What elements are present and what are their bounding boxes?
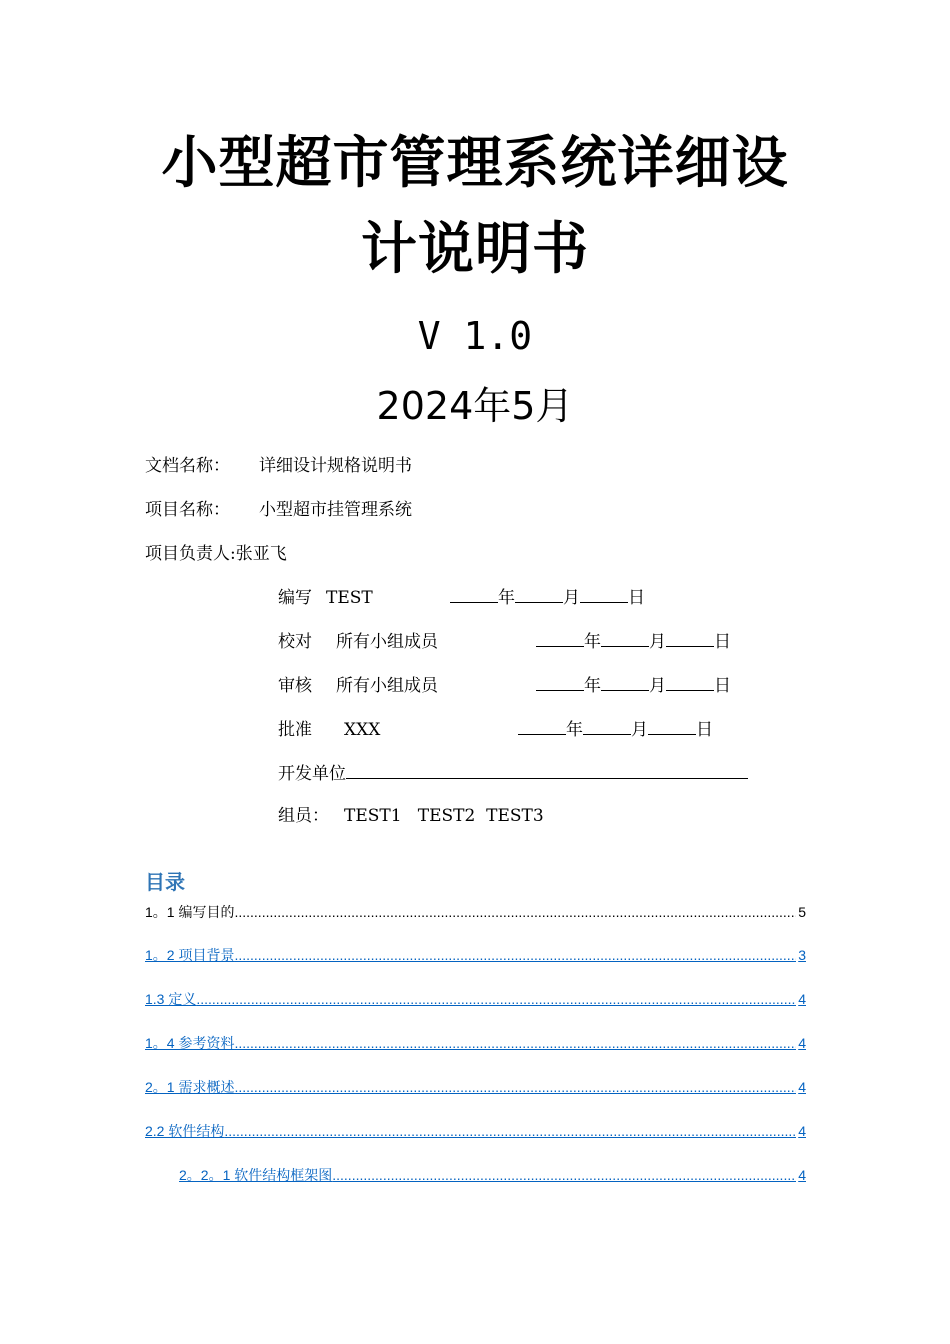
toc-item-text: 2。1 需求概述: [145, 1079, 235, 1095]
check-year-blank[interactable]: [536, 629, 584, 647]
toc-item-page: 4: [798, 1035, 806, 1051]
dev-unit-label: 开发单位: [278, 764, 346, 784]
toc-leader: [332, 1166, 796, 1184]
project-name-value: 小型超市挂管理系统: [259, 500, 412, 520]
toc-item[interactable]: [179, 1162, 806, 1184]
check-name: 所有小组成员: [336, 632, 438, 652]
approve-day-blank[interactable]: [648, 717, 696, 735]
write-month-label: 月: [563, 588, 580, 608]
toc-item-text: 1.3 定义: [145, 991, 197, 1007]
approve-year-label: 年: [566, 720, 583, 740]
approve-day-label: 日: [696, 720, 713, 740]
write-month-blank[interactable]: [515, 585, 563, 603]
review-month-label: 月: [649, 676, 666, 696]
signoff-review-row: [278, 673, 731, 698]
dev-unit-blank[interactable]: [346, 761, 748, 779]
write-year-blank[interactable]: [450, 585, 498, 603]
project-owner: 项目负责人:张亚飞: [145, 544, 287, 564]
document-date: 2024年5月: [376, 384, 574, 428]
approve-name: XXX: [344, 720, 381, 740]
doc-name-value: 详细设计规格说明书: [259, 456, 412, 476]
members-label: 组员：: [278, 806, 329, 826]
review-name: 所有小组成员: [336, 676, 438, 696]
toc-item[interactable]: [145, 942, 806, 964]
signoff-approve-row: [278, 717, 713, 742]
signoff-check-row: [278, 629, 731, 654]
write-year-label: 年: [498, 588, 515, 608]
toc-item-page: 3: [798, 947, 806, 963]
toc-item[interactable]: [145, 1074, 806, 1096]
check-month-label: 月: [649, 632, 666, 652]
toc-item-text: 1。1 编写目的: [145, 904, 235, 920]
dev-unit-row: [278, 761, 748, 786]
project-name-label: 项目名称：: [145, 500, 230, 520]
review-day-label: 日: [714, 676, 731, 696]
members-row: [278, 804, 544, 828]
review-year-label: 年: [584, 676, 601, 696]
doc-name-row: [145, 454, 412, 478]
toc-leader: [196, 990, 796, 1008]
toc-item-page: 4: [798, 1167, 806, 1183]
check-day-label: 日: [714, 632, 731, 652]
check-year-label: 年: [584, 632, 601, 652]
toc-item-page: 5: [798, 904, 806, 920]
toc-item[interactable]: [145, 1030, 806, 1052]
write-day-label: 日: [628, 588, 645, 608]
project-name-row: [145, 498, 412, 522]
toc-item-text: 1。4 参考资料: [145, 1035, 235, 1051]
toc-leader: [234, 1034, 796, 1052]
review-year-blank[interactable]: [536, 673, 584, 691]
toc-item[interactable]: [145, 1118, 806, 1140]
toc-item-text: 2.2 软件结构: [145, 1123, 225, 1139]
toc-item[interactable]: [145, 899, 806, 921]
approve-label: 批准: [278, 720, 312, 740]
toc-leader: [234, 903, 796, 921]
document-version: V 1.0: [417, 314, 533, 358]
toc-item-page: 4: [798, 1123, 806, 1139]
signoff-write-row: [278, 585, 645, 610]
review-day-blank[interactable]: [666, 673, 714, 691]
approve-month-label: 月: [631, 720, 648, 740]
toc-leader: [234, 946, 796, 964]
write-day-blank[interactable]: [580, 585, 628, 603]
toc-item-text: 1。2 项目背景: [145, 947, 235, 963]
review-month-blank[interactable]: [601, 673, 649, 691]
check-month-blank[interactable]: [601, 629, 649, 647]
document-title-line1: 小型超市管理系统详细设: [161, 131, 789, 196]
toc-leader: [234, 1078, 796, 1096]
toc-item-page: 4: [798, 1079, 806, 1095]
write-name: TEST: [326, 588, 373, 608]
check-day-blank[interactable]: [666, 629, 714, 647]
write-label: 编写: [278, 588, 312, 608]
document-title-line2: 计说明书: [361, 217, 589, 282]
toc-item-text: 2。2。1 软件结构框架图: [179, 1167, 333, 1183]
approve-month-blank[interactable]: [583, 717, 631, 735]
members-value: TEST1 TEST2 TEST3: [344, 806, 544, 826]
review-label: 审核: [278, 676, 312, 696]
toc-heading: 目录: [145, 870, 185, 894]
toc-item-page: 4: [798, 991, 806, 1007]
check-label: 校对: [278, 632, 312, 652]
approve-year-blank[interactable]: [518, 717, 566, 735]
toc-leader: [224, 1122, 796, 1140]
toc-item[interactable]: [145, 986, 806, 1008]
doc-name-label: 文档名称：: [145, 456, 230, 476]
